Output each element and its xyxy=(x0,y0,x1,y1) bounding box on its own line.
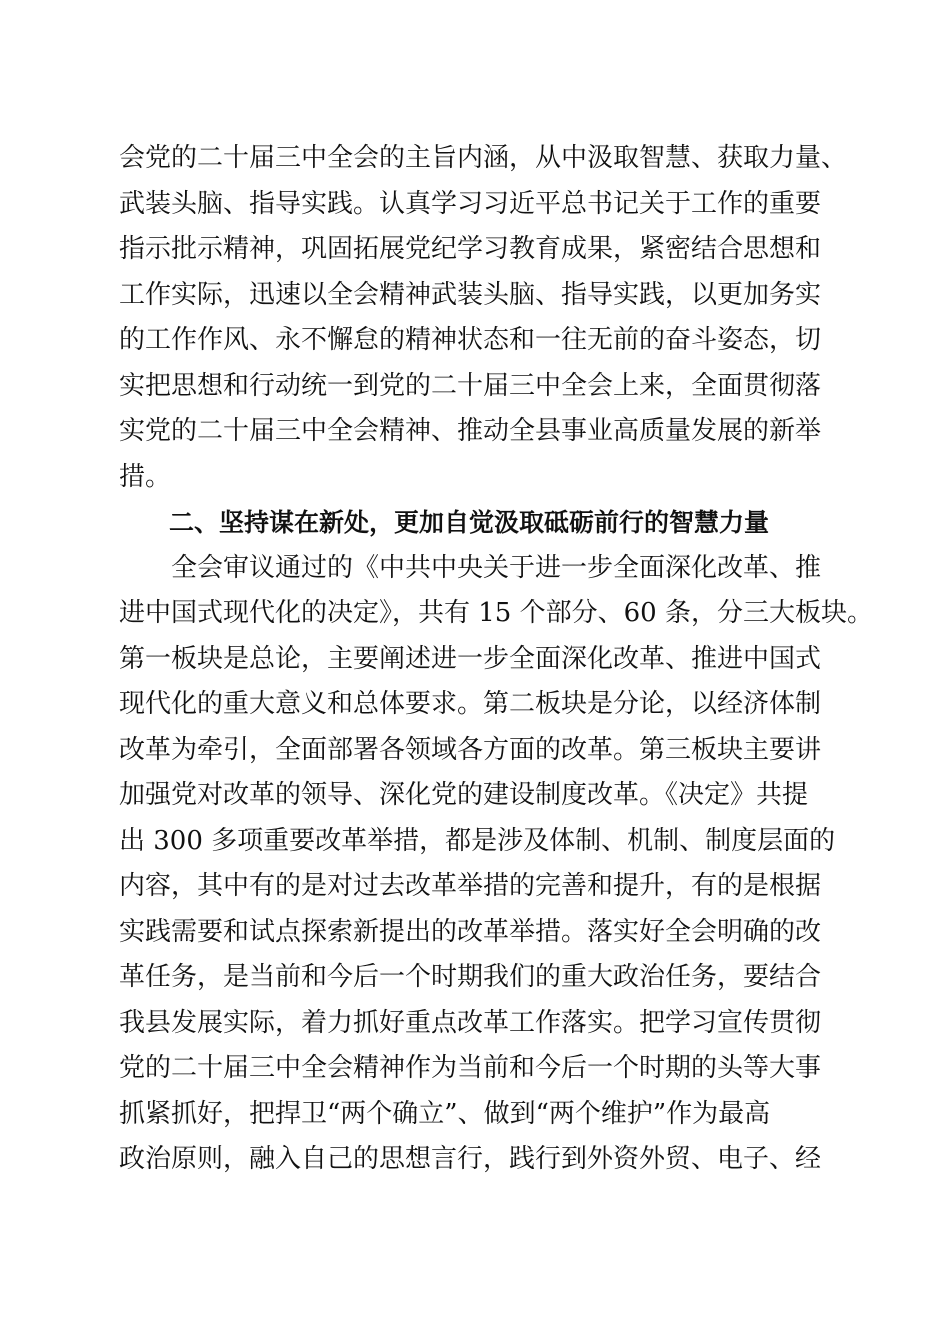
text-line: 会党的二十届三中全会的主旨内涵，从中汲取智慧、获取力量、 xyxy=(119,143,848,173)
document-body xyxy=(119,136,873,1183)
text-line: 全会审议通过的《中共中央关于进一步全面深化改革、推 xyxy=(171,552,822,583)
text-line: 进中国式现代化的决定》，共有 15 个部分、60 条，分三大板块。 xyxy=(119,598,873,628)
text-line: 改革为牵引，全面部署各领域各方面的改革。第三板块主要讲 xyxy=(119,734,822,765)
text-line: 我县发展实际，着力抓好重点改革工作落实。把学习宣传贯彻 xyxy=(119,1007,822,1038)
text-line: 现代化的重大意义和总体要求。第二板块是分论，以经济体制 xyxy=(119,689,822,719)
text-line: 武装头脑、指导实践。认真学习习近平总书记关于工作的重要 xyxy=(119,188,822,219)
paragraph-2 xyxy=(119,546,873,1183)
text-line: 内容，其中有的是对过去改革举措的完善和提升，有的是根据 xyxy=(119,871,822,901)
section-heading: 二、坚持谋在新处，更加自觉汲取砥砺前行的智慧力量 xyxy=(169,508,770,537)
text-line: 第一板块是总论，主要阐述进一步全面深化改革、推进中国式 xyxy=(119,643,822,674)
text-line: 工作实际，迅速以全会精神武装头脑、指导实践，以更加务实 xyxy=(119,279,822,310)
text-line: 出 300 多项重要改革举措，都是涉及体制、机制、制度层面的 xyxy=(119,825,836,856)
text-line: 党的二十届三中全会精神作为当前和今后一个时期的头等大事 xyxy=(119,1053,822,1083)
text-line: 的工作作风、永不懈怠的精神状态和一往无前的奋斗姿态，切 xyxy=(119,325,822,355)
text-line: 革任务，是当前和今后一个时期我们的重大政治任务，要结合 xyxy=(119,962,822,992)
text-line: 政治原则，融入自己的思想言行，践行到外资外贸、电子、经 xyxy=(119,1144,822,1174)
text-line: 实践需要和试点探索新提出的改革举措。落实好全会明确的改 xyxy=(119,916,822,947)
paragraph-1 xyxy=(119,136,848,500)
text-line: 指示批示精神，巩固拓展党纪学习教育成果，紧密结合思想和 xyxy=(119,234,822,264)
text-line: 加强党对改革的领导、深化党的建设制度改革。《决定》共提 xyxy=(119,780,809,810)
text-line: 实党的二十届三中全会精神、推动全县事业高质量发展的新举 xyxy=(119,416,822,446)
text-line: 抓紧抓好，把捍卫“两个确立”、做到“两个维护”作为最高 xyxy=(119,1098,771,1129)
text-line: 实把思想和行动统一到党的二十届三中全会上来，全面贯彻落 xyxy=(119,370,822,401)
text-line: 措。 xyxy=(119,461,172,492)
